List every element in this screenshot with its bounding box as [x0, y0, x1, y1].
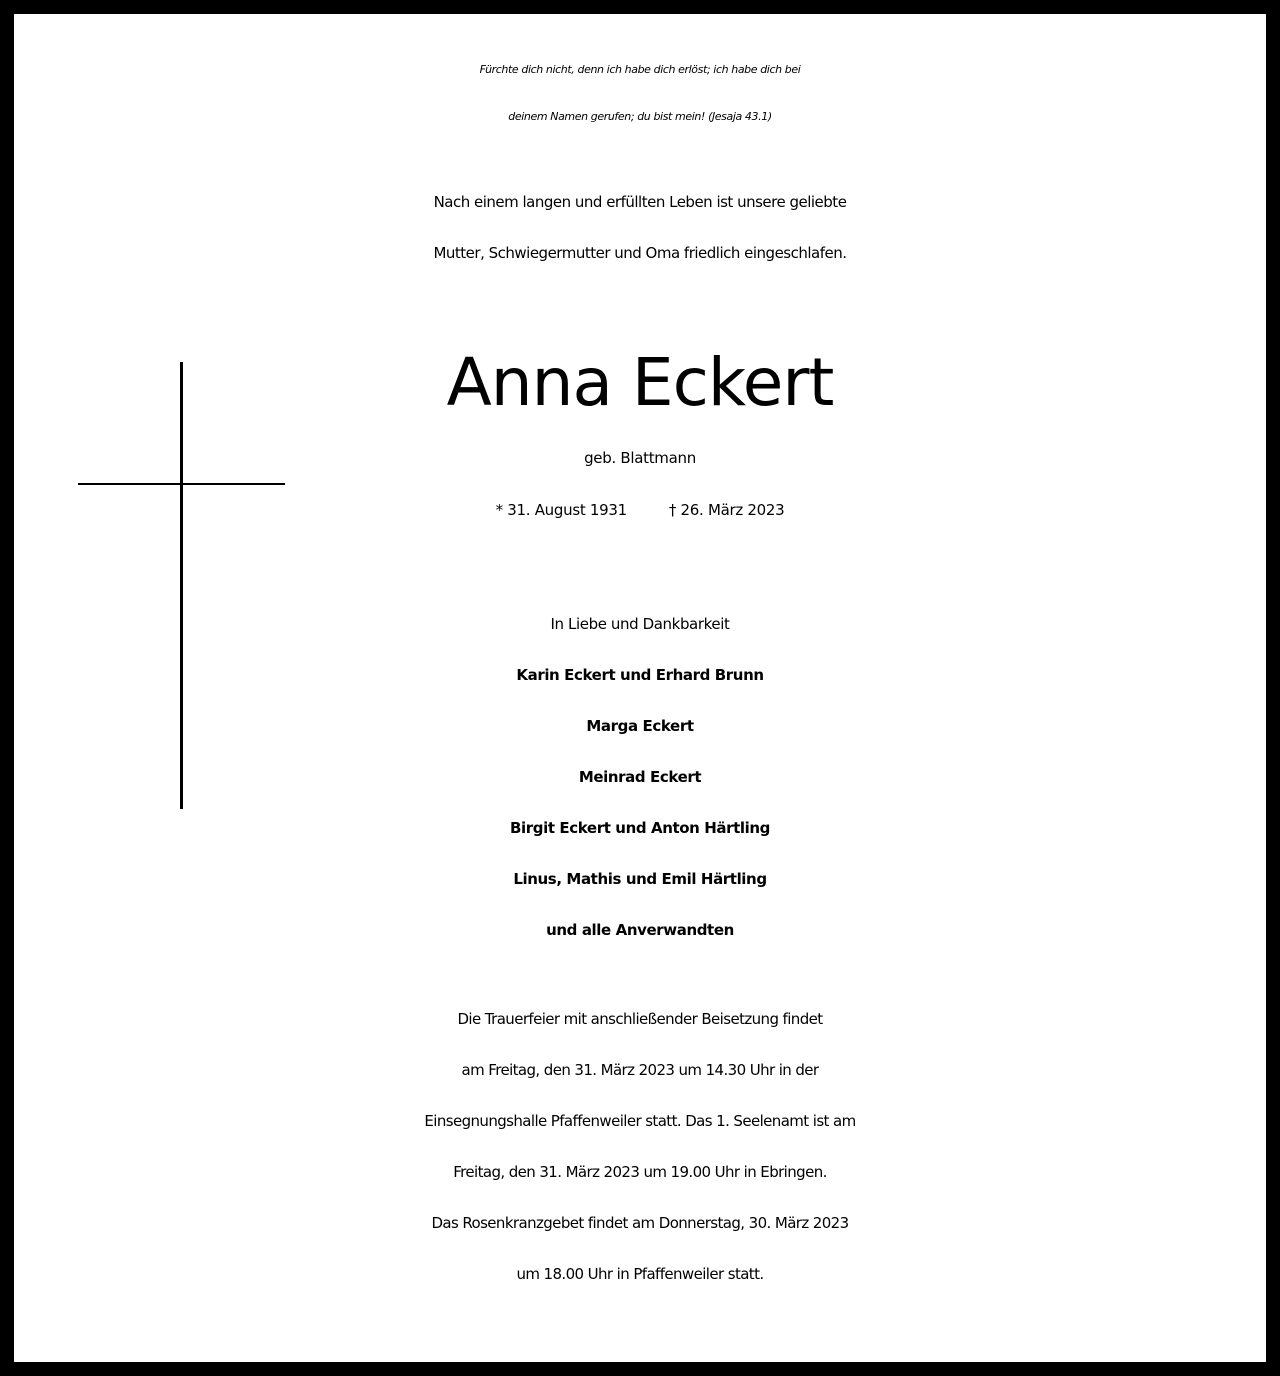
- obituary-card: [14, 14, 1266, 1362]
- mourner-name: und alle Anverwandten: [546, 921, 734, 939]
- cross-icon-horizontal: [78, 483, 285, 485]
- maiden-name: geb. Blattmann: [584, 449, 696, 467]
- service-line: um 18.00 Uhr in Pfaffenweiler statt.: [516, 1265, 764, 1283]
- mourner-name: Birgit Eckert und Anton Härtling: [509, 819, 771, 837]
- mourner-name: Marga Eckert: [586, 717, 694, 735]
- death-date: † 26. März 2023: [668, 501, 785, 519]
- bible-verse-line-2: deinem Namen gerufen; du bist mein! (Jesaja 43.1): [508, 110, 772, 123]
- birth-date: * 31. August 1931: [495, 501, 627, 519]
- mourners-intro: In Liebe und Dankbarkeit: [550, 615, 730, 633]
- service-line: Das Rosenkranzgebet findet am Donnerstag, 30. März 2023: [431, 1214, 849, 1232]
- mourner-name: Karin Eckert und Erhard Brunn: [516, 666, 764, 684]
- service-line: Freitag, den 31. März 2023 um 19.00 Uhr in Ebringen.: [453, 1163, 827, 1181]
- cross-icon-vertical: [180, 362, 183, 809]
- life-dates: [14, 503, 1266, 518]
- bible-verse-line-1: Fürchte dich nicht, denn ich habe dich erlöst; ich habe dich bei: [479, 63, 801, 76]
- mourner-name: Meinrad Eckert: [578, 768, 702, 786]
- deceased-name: Anna Eckert: [446, 344, 834, 421]
- service-line: Einsegnungshalle Pfaffenweiler statt. Das 1. Seelenamt ist am: [424, 1112, 856, 1130]
- service-line: am Freitag, den 31. März 2023 um 14.30 Uhr in der: [461, 1061, 819, 1079]
- mourner-name: Linus, Mathis und Emil Härtling: [513, 870, 767, 888]
- intro-line-1: Nach einem langen und erfüllten Leben ist unsere geliebte: [433, 193, 847, 211]
- service-line: Die Trauerfeier mit anschließender Beisetzung findet: [457, 1010, 823, 1028]
- intro-line-2: Mutter, Schwiegermutter und Oma friedlich eingeschlafen.: [433, 244, 847, 262]
